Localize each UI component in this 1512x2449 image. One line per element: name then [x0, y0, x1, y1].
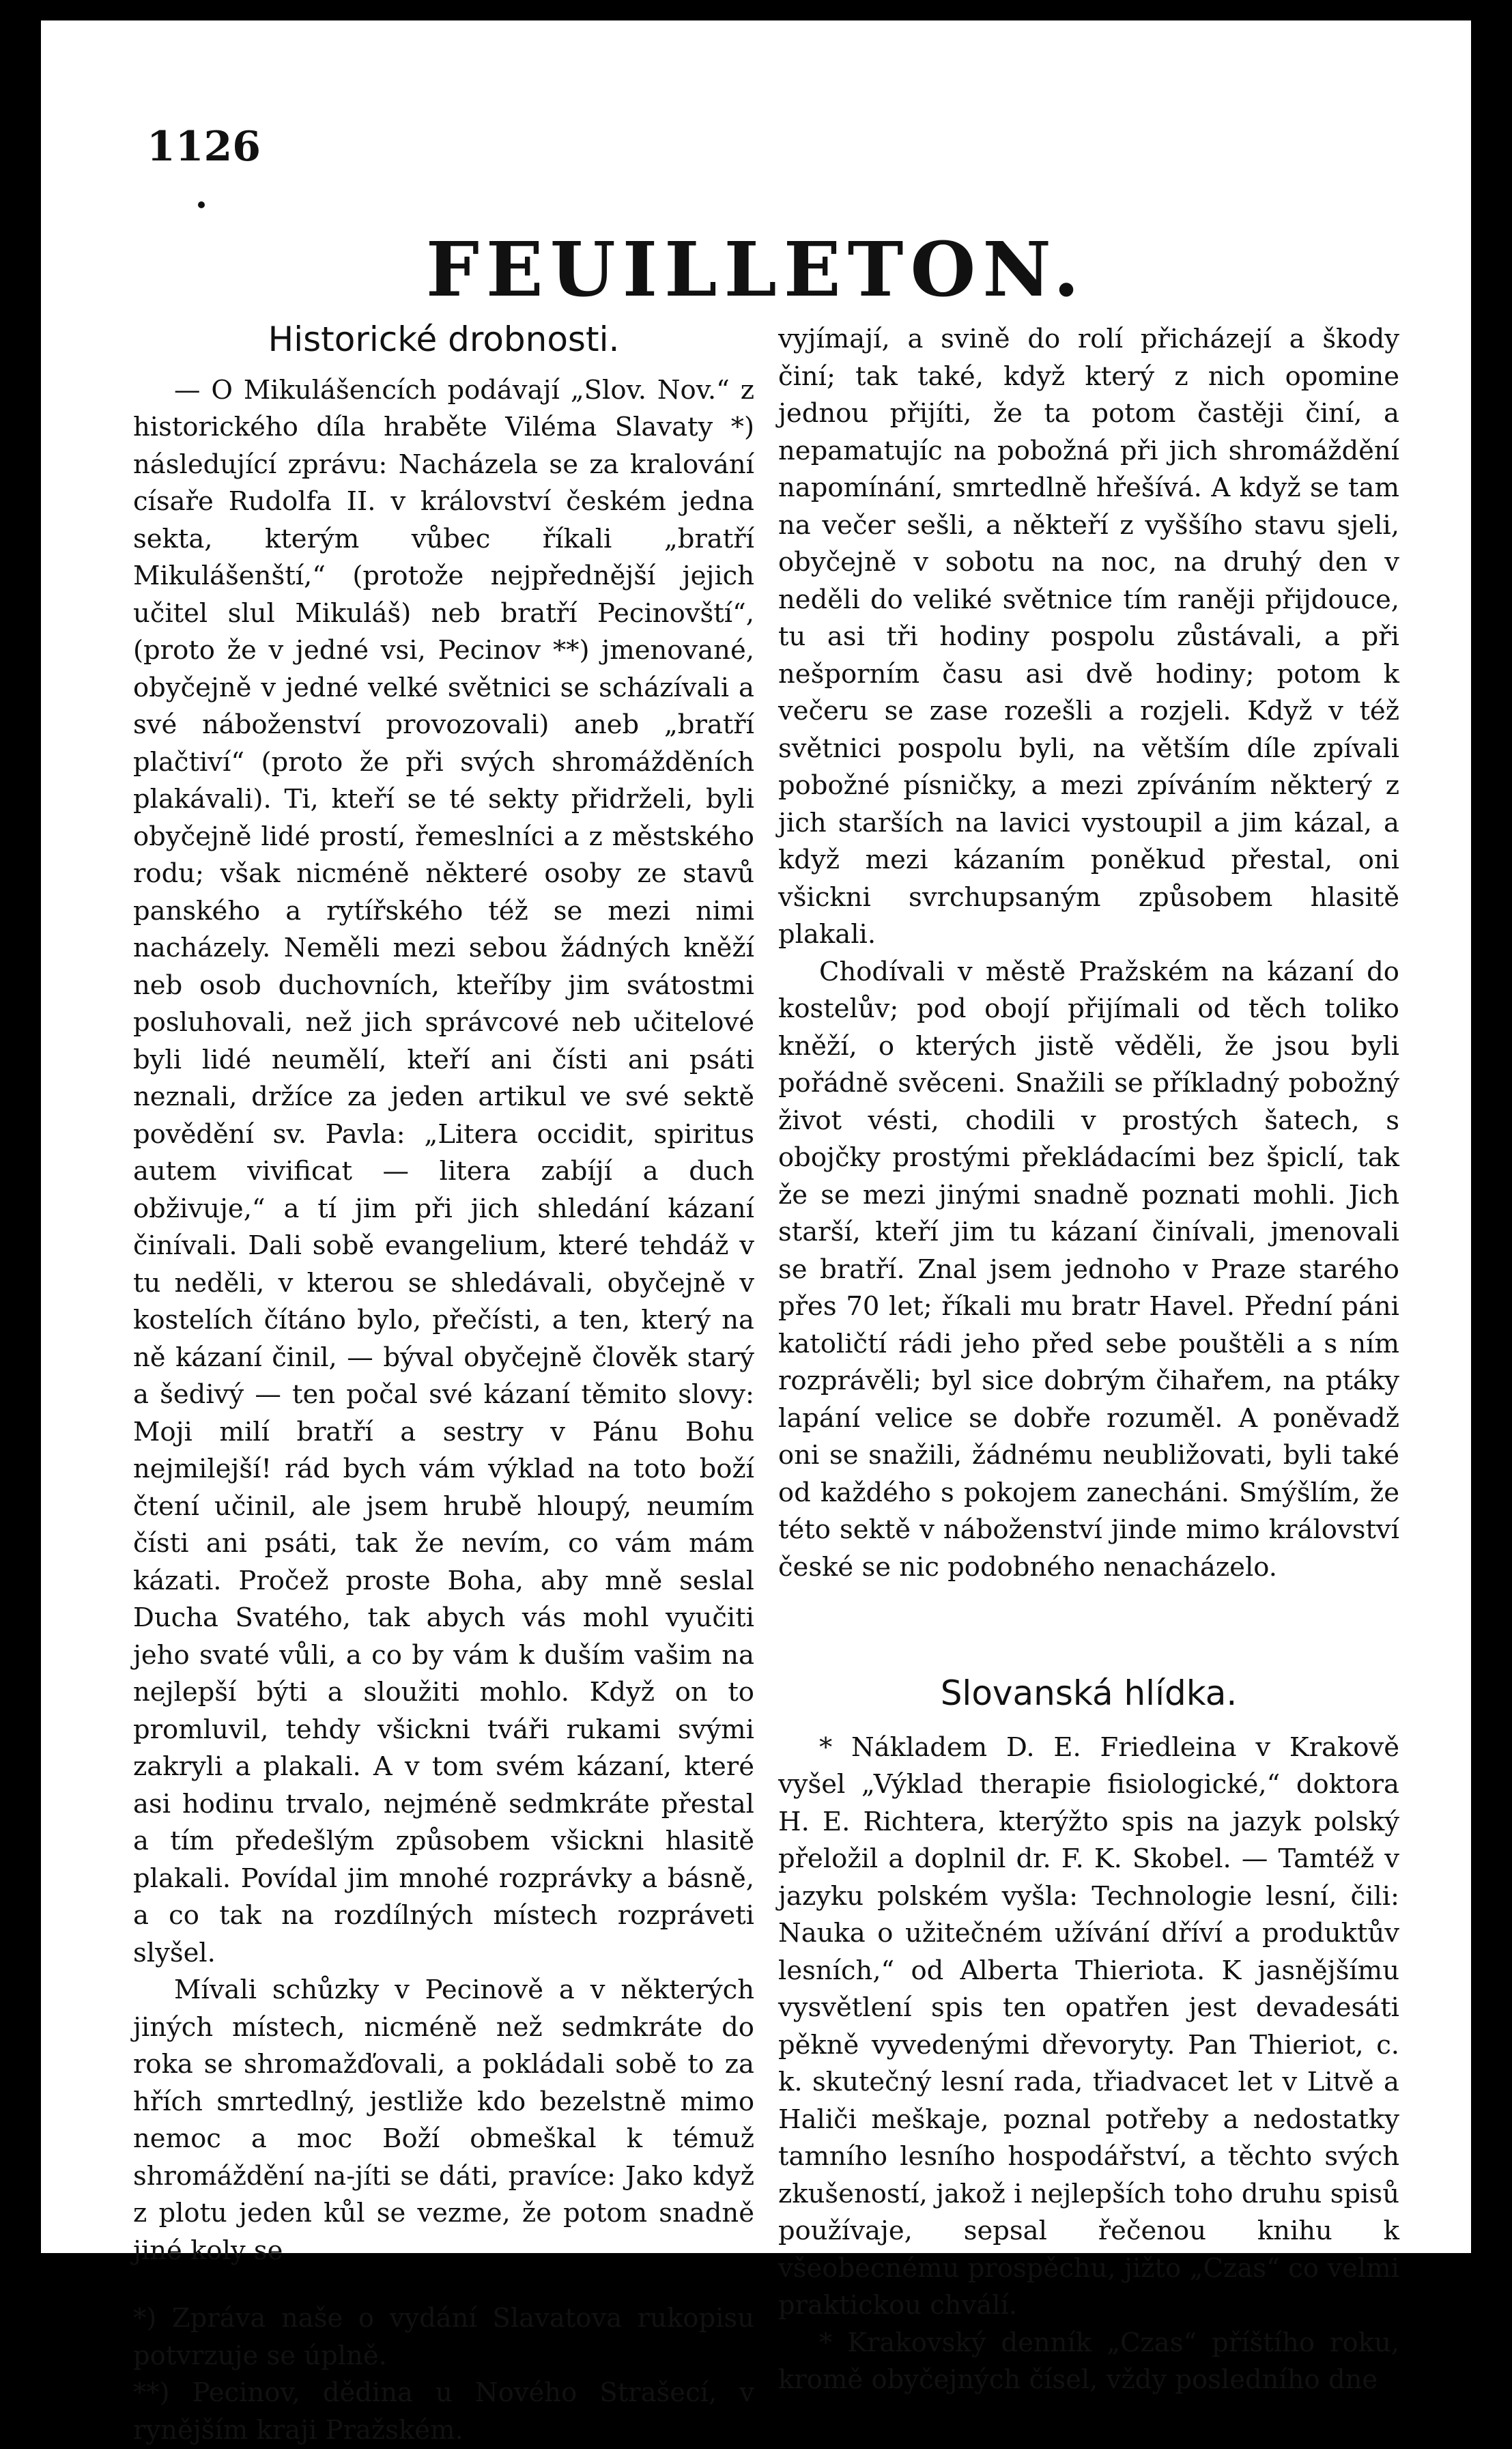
article-paragraph: vyjímají, a svině do rolí přicházejí a škody činí; tak také, když který z nich opomine jednou přijíti, že ta potom častěji činí, a nepamatujíc na pobožná při jich shromáždění napomínání, smrtedlně hřešívá. A když se tam na večer sešli, a někteří z vyššího stavu sjeli, obyčejně v sobotu na noc, na druhý den v neděli do veliké světnice tím raněji přijdouce, tu asi tři hodiny pospolu zůstávali, a při nešporním času asi dvě hodiny; potom k večeru se zase rozešli a rozjeli. Když v též světnici pospolu byli, na větším díle zpívali pobožné písničky, a mezi zpíváním některý z jich starších na lavici vystoupil a jim kázal, a když mezi kázaním poněkud přestal, oni všickni svrchupsaným způsobem hlasitě plakali. — [778, 324, 1399, 950]
ink-dot — [198, 201, 205, 208]
section-heading-historicke: Historické drobnosti. — [268, 320, 620, 359]
news-item: * Nákladem D. E. Friedleina v Krakově vyšel „Výklad therapie fisiologické,“ doktora H. E. Richtera, kterýžto spis na jazyk polský přeložil a doplnil dr. F. K. Skobel. — Tamtéž v jazyku polském vyšla: Technologie lesní, čili: Nauka o užitečném užívání dříví a produktův lesních,“ od Alberta Thieriota. K jasnějšímu vysvětlení spis ten opatřen jest devadesáti pěkně vyvedenými dřevoryty. Pan Thieriot, c. k. skutečný lesní rada, třiadvacet let v Litvě a Haliči meškaje, poznal potřeby a nedostatky tamního lesního hospodářství, a těchto svých zkušeností, jakož i nejlepších toho druhu spisů používaje, sepsal řečenou knihu k všeobecnému prospěchu, jižto „Czas“ co velmi praktickou chválí. — [778, 1731, 1399, 2321]
article-paragraph: Chodívali v městě Pražském na kázaní do kostelův; pod obojí přijímali od těch toliko kněží, o kterých jistě věděli, že jsou byli pořádně svěceni. Snažili se příkladný pobožný život vésti, chodili v prostých šatech, s obojčky prostými překládacími bez špiclí, tak že se mezi jinými snadně poznati mohli. Jich starší, kteří jim tu kázaní činívali, jmenovali se bratří. Znal jsem jednoho v Praze starého přes 70 let; říkali mu bratr Havel. Přední páni katoličtí rádi jeho před sebe pouštěli a s ním rozprávěli; byl sice dobrým čihařem, na ptáky lapání velice se dobře rozuměl. A poněvadž oni se snažili, žádnému neubližovati, byli také od každého s pokojem zanecháni. Smýšlím, že této sektě v náboženství jinde mimo království české se nic podobného nenacházelo. — [778, 956, 1399, 1583]
left-column — [133, 321, 754, 2449]
page-number: 1126 — [147, 123, 261, 171]
footnote: *) Zpráva naše o vydání Slavatova rukopisu potvrzuje se úplně. — [133, 2303, 754, 2371]
article-paragraph: Mívali schůzky v Pecinově a v některých jiných místech, nicméně než sedmkráte do roka se shromažďovali, a pokládali sobě to za hřích smrtedlný, jestliže kdo bezelstně mimo nemoc a moc Boží obmeškal k témuž shromáždění na-jíti se dáti, pravíce: Jako když z plotu jeden kůl se vezme, že potom snadně jiné koly se — [133, 1974, 754, 2266]
footnotes — [133, 2300, 754, 2449]
footnote: **) Pecinov, dědina u Nového Strašecí, v rynějším kraji Pražském. — [133, 2377, 754, 2446]
newspaper-page — [41, 20, 1471, 2446]
masthead: FEUILLETON. — [425, 225, 1087, 313]
right-column — [778, 321, 1399, 2399]
section-heading-slovanska: Slovanská hlídka. — [940, 1673, 1238, 1713]
article-paragraph: — O Mikulášencích podávají „Slov. Nov.“ z historického díla hraběte Viléma Slavaty *) následující zprávu: Nacházela se za kralování císaře Rudolfa II. v království českém jedna sekta, kterým vůbec říkali „bratří Mikulášenští,“ (protože nejpřednější jejich učitel slul Mikuláš) neb bratří Pecinovští“, (proto že v jedné vsi, Pecinov **) jmenované, obyčejně v jedné velké světnici se scházívali a své náboženství provozovali) aneb „bratří plačtiví“ (proto že při svých shromážděních plakávali). Ti, kteří se té sekty přidrželi, byli obyčejně lidé prostí, řemeslníci a z městského rodu; však nicméně některé osoby ze stavů panského a rytířského též se mezi nimi nacházely. Neměli mezi sebou žádných kněží neb osob duchovních, kteříby jim svátostmi posluhovali, než jich správcové neb učitelové byli lidé neumělí, kteří ani čísti ani psáti neznali, držíce za jeden artikul ve své sektě povědění sv. Pavla: „Litera occidit, spiritus autem vivificat — litera zabíjí a duch obživuje,“ a tí jim při jich shledání kázaní činívali. Dali sobě evangelium, které tehdáž v tu neděli, v kterou se shledávali, obyčejně v kostelích čítáno bylo, přečísti, a ten, který na ně kázaní činil, — býval obyčejně člověk starý a šedivý — ten počal své kázaní těmito slovy: Moji milí bratří a sestry v Pánu Bohu nejmilejší! rád bych vám výklad na toto boží čtení učinil, ale jsem hrubě hloupý, neumím čísti ani psáti, tak že nevím, co vám mám kázati. Pročež proste Boha, aby mně seslal Ducha Svatého, tak abych vás mohl vyučiti jeho svaté vůli, a co by vám k duším vašim na nejlepší býti a sloužiti mohlo. Když on to promluvil, tehdy všickni tváři rukami svými zakryli a plakali. A v tom svém kázaní, které asi hodinu trvalo, nejméně sedmkráte přestal a tím předešlým způsobem všickni hlasitě plakali. Povídal jim mnohé rozprávky a básně, a co tak na rozdílných místech rozpráveti slyšel. — [133, 374, 754, 1968]
news-item: * Krakovský denník „Czas“ příštího roku, kromě obyčejných čísel, vždy posledního dne — [778, 2327, 1399, 2395]
